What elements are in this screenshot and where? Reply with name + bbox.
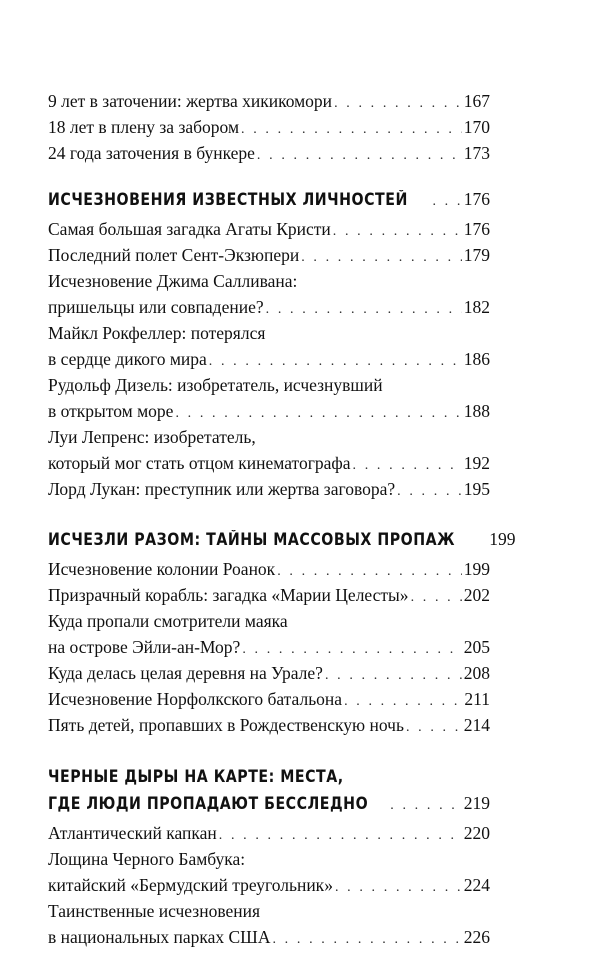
dot-leader [432,189,461,215]
section-heading[interactable] [48,790,490,816]
toc-entry-page: 211 [464,689,490,709]
toc-section-places [48,764,490,950]
dot-leader [266,297,462,323]
toc-entry[interactable] [48,450,490,476]
toc-entry-title: пришельцы или совпадение? [48,297,264,317]
toc-entry[interactable] [48,476,490,502]
toc-entry-page: 192 [463,453,490,473]
toc-entry-title: в сердце дикого мира [48,349,207,369]
toc-entry-title: в национальных парках США [48,927,271,947]
dot-leader [390,793,461,819]
toc-entry[interactable] [48,294,490,320]
toc-entry-first-line: Куда пропали смотрители маяка [48,611,288,631]
toc-entry[interactable] [48,140,490,166]
toc-entry-page: 167 [463,91,490,111]
dot-leader [334,91,462,117]
toc-entry-page: 205 [463,637,490,657]
toc-entry[interactable] [48,88,490,114]
dot-leader [272,927,461,953]
toc-entry[interactable] [48,924,490,950]
toc-entry-title: 9 лет в заточении: жертва хикикомори [48,91,333,111]
toc-entry[interactable] [48,660,490,686]
dot-leader [335,875,462,901]
section-heading-title: ИСЧЕЗЛИ РАЗОМ: ТАЙНЫ МАССОВЫХ ПРОПАЖ [48,530,455,549]
toc-section-famous [48,186,490,502]
toc-entry-page: 214 [463,715,490,735]
toc-entry-title: Пять детей, пропавших в Рождественскую ночь [48,715,404,735]
toc-group-top [48,88,490,166]
dot-leader [301,245,462,271]
toc-entry-page: 224 [463,875,490,895]
toc-entry-first-line: Луи Лепренс: изобретатель, [48,427,256,447]
toc-entry[interactable] [48,398,490,424]
toc-entry-first-line: Лощина Черного Бамбука: [48,849,246,869]
toc-entry-page: 199 [463,559,490,579]
dot-leader [397,479,462,505]
toc-entry-title: 24 года заточения в бункере [48,143,255,163]
toc-entry-title: Последний полет Сент-Экзюпери [48,245,300,265]
toc-entry-title: Исчезновение Норфолкского батальона [48,689,343,709]
toc-entry-title: на острове Эйли-ан-Мор? [48,637,241,657]
section-heading-page: 176 [463,189,490,209]
toc-entry[interactable] [48,114,490,140]
dot-leader [325,663,462,689]
toc-entry-title: Призрачный корабль: загадка «Марии Целесты» [48,585,409,605]
dot-leader [406,715,462,741]
toc-entry[interactable] [48,712,490,738]
toc-entry-title: 18 лет в плену за забором [48,117,240,137]
dot-leader [257,143,462,169]
toc-entry-page: 170 [463,117,490,137]
toc-entry-page: 179 [463,245,490,265]
toc-section-mass [48,526,516,738]
toc-entry-title: Лорд Лукан: преступник или жертва заговора? [48,479,396,499]
dot-leader [219,823,462,849]
toc-entry-page: 186 [463,349,490,369]
toc-entry-first-line: Исчезновение Джима Салливана: [48,271,298,291]
toc-entry-title: китайский «Бермудский треугольник» [48,875,333,895]
toc-entry[interactable] [48,556,490,582]
toc-entry-title: в открытом море [48,401,174,421]
toc-entry-title: Атлантический капкан [48,823,217,843]
dot-leader [241,117,462,143]
toc-entry-page: 220 [463,823,490,843]
toc-entry-first-line: Таинственные исчезновения [48,901,261,921]
section-heading-first-line: ЧЕРНЫЕ ДЫРЫ НА КАРТЕ: МЕСТА, [48,767,344,786]
section-heading-page: 199 [489,529,516,549]
section-heading[interactable] [48,526,516,552]
toc-entry-page: 188 [463,401,490,421]
toc-entry-title: Самая большая загадка Агаты Кристи [48,219,331,239]
toc-entry[interactable] [48,634,490,660]
toc-entry-title: Исчезновение колонии Роанок [48,559,276,579]
toc-entry[interactable] [48,872,490,898]
section-heading-title: ГДЕ ЛЮДИ ПРОПАДАЮТ БЕССЛЕДНО [48,794,369,813]
toc-entry[interactable] [48,216,490,242]
toc-entry-page: 202 [463,585,490,605]
toc-entry-page: 176 [463,219,490,239]
section-heading[interactable] [48,186,490,212]
section-heading-title: ИСЧЕЗНОВЕНИЯ ИЗВЕСТНЫХ ЛИЧНОСТЕЙ [48,190,408,209]
dot-leader [333,219,462,245]
toc-entry-first-line: Рудольф Дизель: изобретатель, исчезнувший [48,375,383,395]
table-of-contents [48,88,516,950]
toc-entry[interactable] [48,686,490,712]
dot-leader [411,585,462,611]
toc-entry[interactable] [48,820,490,846]
toc-entry[interactable] [48,582,490,608]
toc-entry-first-line: Майкл Рокфеллер: потерялся [48,323,266,343]
toc-entry-page: 173 [463,143,490,163]
section-heading-page: 219 [463,793,490,813]
toc-entry[interactable] [48,346,490,372]
toc-entry-page: 195 [463,479,490,499]
toc-entry[interactable] [48,242,490,268]
toc-entry-page: 182 [463,297,490,317]
toc-entry-title: Куда делась целая деревня на Урале? [48,663,323,683]
toc-entry-page: 226 [463,927,490,947]
toc-entry-title: который мог стать отцом кинематографа [48,453,351,473]
toc-entry-page: 208 [463,663,490,683]
